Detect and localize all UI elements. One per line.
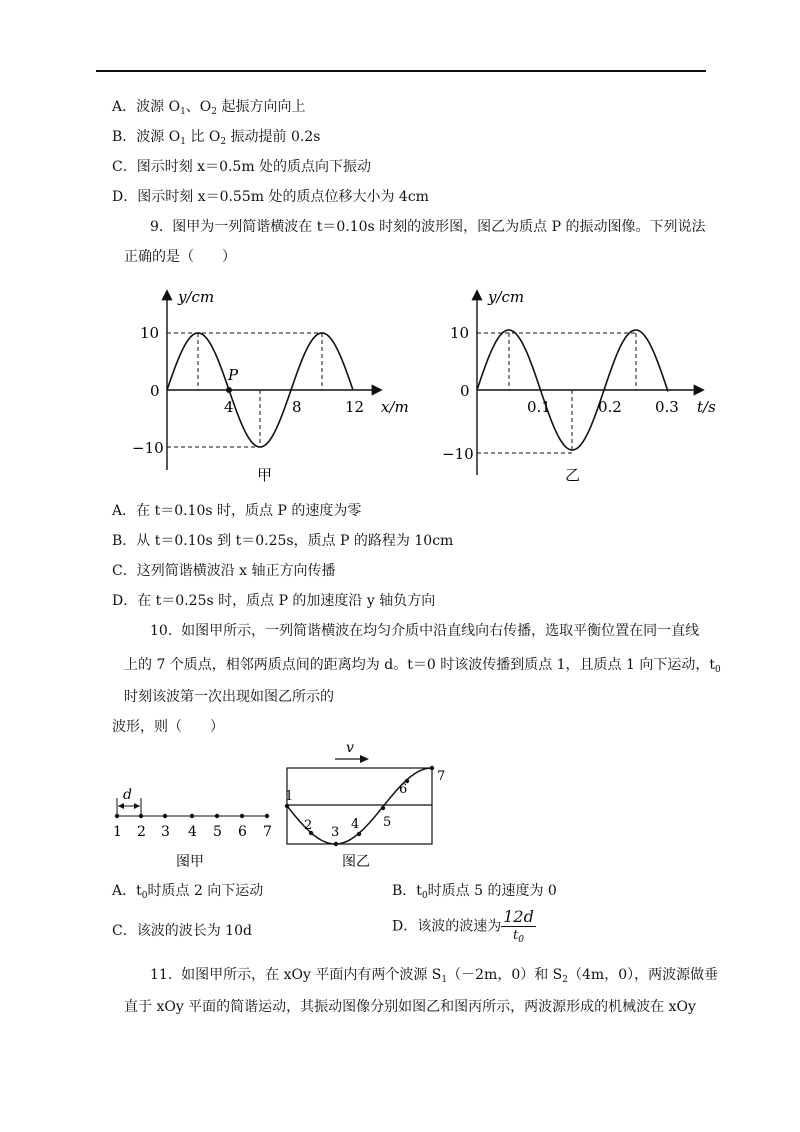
wave-particle-label: 4 [351,817,360,832]
d-label: d [123,787,132,803]
wave-particle-dot [357,832,361,836]
wave-particle-label: 2 [304,818,313,833]
y-tick: −10 [442,445,474,463]
particle-dot [190,814,194,818]
point-p [226,387,232,393]
q11-stem-line1: 11. 如图甲所示，在 xOy 平面内有两个波源 $S_1(-2m$，0）和 $S_2(4m$，0），两波源做垂 [150,967,719,985]
t-axis-label: t/s [697,398,716,416]
q10-stem-line4: 波形，则（ ） [112,719,224,735]
wave-particle-label: 6 [399,782,408,797]
question-number: 11. [150,967,173,983]
particle-dot [215,814,219,818]
wave-particle-dot [334,842,338,846]
particle-dot [240,814,244,818]
q9-option-b[interactable]: B．从 t＝0.10s 到 t＝0.25s，质点 P 的路程为 10cm [112,533,454,549]
option-label: A． [112,99,137,115]
y-tick: 0 [150,382,160,400]
particle-dot [139,814,143,818]
x-tick: 4 [224,398,234,416]
q10-figure-yi [280,738,446,872]
q10-stem-line1: 10. 如图甲所示，一列简谐横波在均匀介质中沿直线向右传播，选取平衡位置在同一直线 [150,623,700,639]
figure-caption: 图甲 [176,854,204,870]
q9-option-c[interactable]: C．这列简谐横波沿 x 轴正方向传播 [112,563,336,579]
particle-dot [265,814,269,818]
q10-option-a[interactable]: A．$t_0$时质点 2 向下运动 [112,883,264,901]
particle-label: 1 [113,824,122,840]
question-number: 9. [150,219,164,235]
x-axis-label: x/m [381,398,409,416]
q10-figure-jia [108,780,278,870]
q10-option-b[interactable]: B．$t_0$时质点 5 的速度为 0 [392,883,557,901]
particle-label: 4 [188,824,197,840]
point-p-label: P [228,366,239,384]
t-tick: 0.2 [598,398,622,416]
particle-label: 6 [238,824,247,840]
particle-dot [163,814,167,818]
x-tick: 8 [292,398,302,416]
q9-stem-line1: 9. 图甲为一列简谐横波在 t＝0.10s 时刻的波形图，图乙为质点 P 的振动图像。下列说法 [150,219,706,235]
y-tick: 10 [450,324,470,342]
waveform-points [285,766,445,846]
option-label: C． [112,159,137,175]
particle-label: 3 [161,824,170,840]
q8-option-b[interactable]: B．波源 $O_1$ 比 $O_2$ 振动提前 0.2s [112,129,321,147]
header-rule [96,70,706,72]
q9-figure-jia [130,282,410,487]
q8-option-a[interactable]: A．波源 $O_1$、$O_2$ 起振方向向上 [112,99,306,117]
q10-option-c[interactable]: C．该波的波长为 10d [112,923,252,939]
q9-stem-line2: 正确的是（ ） [124,249,236,265]
t-tick: 0.3 [655,398,679,416]
wave-particle-label: 5 [383,815,392,830]
velocity-arrowhead [360,755,369,763]
velocity-fraction: $\frac{12d}{t_0}$ [503,907,534,945]
t-tick: 0.1 [527,398,551,416]
q9-figure-yi [440,282,730,487]
velocity-label: v [346,740,354,756]
figure-caption: 图乙 [342,854,370,870]
figure-caption: 甲 [257,466,273,484]
wave-particle-dot [381,806,385,810]
x-tick: 12 [345,398,365,416]
particle-dot [115,814,119,818]
q9-option-d[interactable]: D．在 t＝0.25s 时，质点 P 的加速度沿 y 轴负方向 [112,593,436,609]
q10-stem-line2: 上的 7 个质点，相邻两质点间的距离均为 d。t＝0 时该波传播到质点 1，且质点 1 向下运动，$t_0$ [124,657,721,675]
option-label: B． [112,129,137,145]
q9-option-a[interactable]: A．在 t＝0.10s 时，质点 P 的速度为零 [112,503,362,519]
q8-option-c[interactable]: C．图示时刻 x＝0.5m 处的质点向下振动 [112,159,372,175]
figure-caption: 乙 [565,466,581,484]
y-axis-label: y/cm [178,288,215,306]
question-number: 10. [150,623,173,639]
particle-points [113,814,272,840]
option-label: D． [112,189,138,205]
y-axis-label: y/cm [488,288,525,306]
particle-label: 5 [213,824,222,840]
y-tick: 0 [460,382,470,400]
wave-particle-label: 3 [331,825,340,840]
wave-particle-label: 7 [437,769,446,784]
wave-particle-dot [430,766,434,770]
wave-particle-dot [285,804,289,808]
particle-label: 7 [263,824,272,840]
q10-option-d[interactable]: D．该波的波速为 $\frac{12d}{t_0}$ [392,907,534,945]
y-tick: 10 [140,324,160,342]
q10-stem-line3: 时刻该波第一次出现如图乙所示的 [124,689,334,705]
y-tick: −10 [132,439,164,457]
particle-label: 2 [137,824,146,840]
q11-stem-line2: 直于 xOy 平面的简谐运动，其振动图像分别如图乙和图丙所示，两波源形成的机械波在 xOy [124,999,696,1015]
q8-option-d[interactable]: D．图示时刻 x＝0.55m 处的质点位移大小为 4cm [112,189,429,205]
wave-particle-label: 1 [285,789,294,804]
